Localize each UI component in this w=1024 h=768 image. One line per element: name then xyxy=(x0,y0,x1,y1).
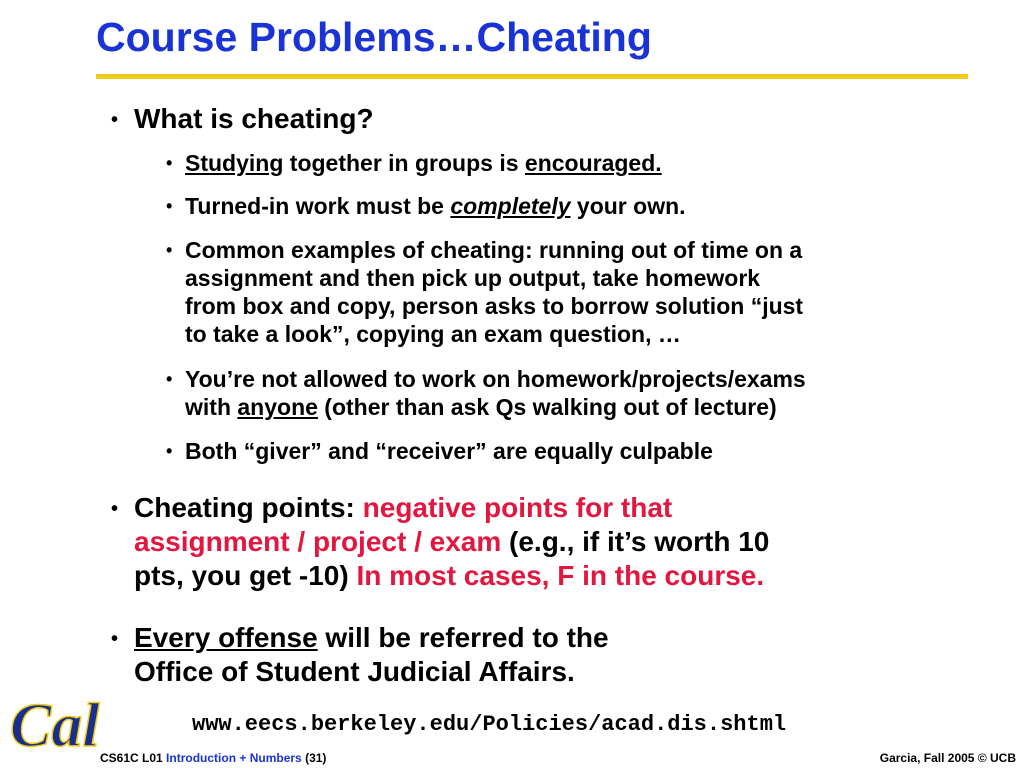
underlined-anyone: anyone xyxy=(237,394,318,420)
text-line: assignment and then pick up output, take homework xyxy=(185,265,761,291)
cal-logo xyxy=(8,686,104,758)
title-underline-rule xyxy=(96,74,968,79)
text-line xyxy=(134,525,769,559)
text-fragment: (other than ask Qs walking out of lecture) xyxy=(317,394,777,420)
underlined-every-offense: Every offense xyxy=(134,622,318,653)
footer-page-number: (31) xyxy=(305,751,327,765)
emphasis-red: negative points for that xyxy=(362,492,673,523)
text-line xyxy=(185,393,806,421)
emphasis-completely: completely xyxy=(450,193,571,219)
text-line: Common examples of cheating: running out of time on a xyxy=(185,237,803,263)
bullet-dot: • xyxy=(166,153,173,173)
text-line xyxy=(134,491,769,525)
text-fragment: Cheating points: xyxy=(134,492,363,523)
bullet-every-offense xyxy=(111,621,609,689)
text-line xyxy=(134,559,769,593)
bullet-text: What is cheating? xyxy=(134,103,374,134)
text-line xyxy=(134,621,609,655)
bullet-dot: • xyxy=(166,369,173,389)
sub-bullet-studying xyxy=(166,149,662,177)
text-fragment: your own. xyxy=(570,193,686,219)
bullet-cheating-points xyxy=(111,491,769,593)
text-line: Office of Student Judicial Affairs. xyxy=(134,656,575,687)
emphasis-red: assignment / project / exam xyxy=(134,526,502,557)
underlined-encouraged: encouraged. xyxy=(524,150,662,176)
sub-bullet-examples xyxy=(166,236,803,348)
text-fragment: Both “giver” and “receiver” are equally culpable xyxy=(185,438,713,464)
policy-url[interactable]: www.eecs.berkeley.edu/Policies/acad.dis.shtml xyxy=(192,712,787,737)
bullet-dot: • xyxy=(111,628,119,650)
text-line: to take a look”, copying an exam question, … xyxy=(185,321,681,347)
bullet-dot: • xyxy=(166,240,173,260)
underlined-studying: Studying xyxy=(185,150,284,176)
text-line: from box and copy, person asks to borrow solution “just xyxy=(185,293,804,319)
slide-title: Course Problems…Cheating xyxy=(96,14,652,60)
bullet-dot: • xyxy=(111,109,119,131)
cal-logo-text: Cal xyxy=(10,692,100,758)
footer-course-info xyxy=(100,751,326,765)
sub-bullet-not-allowed xyxy=(166,365,806,421)
footer-course: CS61C L01 xyxy=(100,751,163,765)
text-fragment: Turned-in work must be xyxy=(185,193,451,219)
text-line: You’re not allowed to work on homework/projects/exams xyxy=(185,366,806,392)
sub-bullet-culpable xyxy=(166,437,713,465)
text-fragment: together in groups is xyxy=(283,150,525,176)
bullet-what-is-cheating xyxy=(111,102,374,136)
bullet-dot: • xyxy=(166,441,173,461)
footer-topic: Introduction + Numbers xyxy=(166,751,302,765)
bullet-dot: • xyxy=(111,498,119,520)
footer-credit: Garcia, Fall 2005 © UCB xyxy=(879,751,1016,765)
text-fragment: will be referred to the xyxy=(317,622,609,653)
text-fragment: pts, you get -10) xyxy=(134,560,357,591)
emphasis-red: In most cases, F in the course. xyxy=(356,560,765,591)
text-fragment: (e.g., if it’s worth 10 xyxy=(501,526,770,557)
text-fragment: with xyxy=(185,394,238,420)
bullet-dot: • xyxy=(166,196,173,216)
sub-bullet-own-work xyxy=(166,192,686,220)
